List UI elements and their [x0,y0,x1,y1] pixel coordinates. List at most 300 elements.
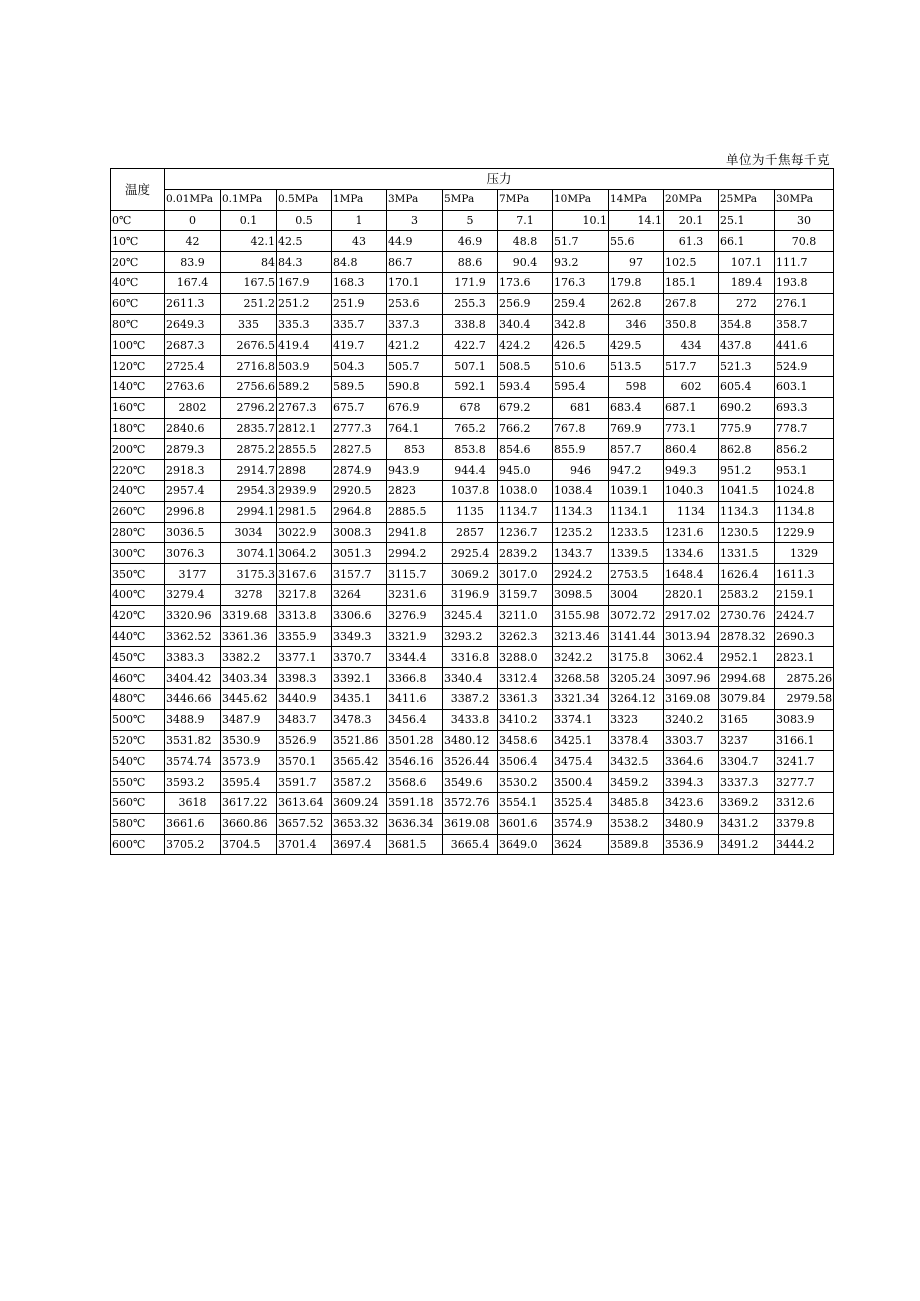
enthalpy-cell: 605.4 [719,376,775,397]
pressure-header-cell: 20MPa [664,189,719,210]
enthalpy-cell: 335 [221,314,277,335]
enthalpy-cell: 2802 [165,397,221,418]
temperature-cell: 220℃ [111,460,165,481]
temperature-cell: 560℃ [111,792,165,813]
temperature-cell: 540℃ [111,751,165,772]
enthalpy-cell: 3410.2 [498,709,553,730]
enthalpy-cell: 167.4 [165,272,221,293]
enthalpy-cell: 167.5 [221,272,277,293]
enthalpy-cell: 3115.7 [387,564,443,585]
enthalpy-cell: 3361.36 [221,626,277,647]
enthalpy-cell: 3036.5 [165,522,221,543]
table-row [111,480,834,501]
table-row [111,314,834,335]
enthalpy-cell: 1038.0 [498,480,553,501]
temperature-cell: 160℃ [111,397,165,418]
enthalpy-cell: 46.9 [443,231,498,252]
enthalpy-cell: 690.2 [719,397,775,418]
temperature-cell: 300℃ [111,543,165,564]
enthalpy-cell: 3573.9 [221,751,277,772]
enthalpy-cell: 2827.5 [332,439,387,460]
enthalpy-cell: 70.8 [775,231,834,252]
enthalpy-cell: 2994.2 [387,543,443,564]
table-row [111,418,834,439]
enthalpy-cell: 251.2 [221,293,277,314]
enthalpy-cell: 3565.42 [332,751,387,772]
enthalpy-cell: 3636.34 [387,813,443,834]
enthalpy-cell: 255.3 [443,293,498,314]
enthalpy-cell: 681 [553,397,609,418]
enthalpy-cell: 1134.8 [775,501,834,522]
enthalpy-cell: 2424.7 [775,605,834,626]
enthalpy-cell: 1236.7 [498,522,553,543]
enthalpy-cell: 1134.1 [609,501,664,522]
enthalpy-cell: 3169.08 [664,688,719,709]
enthalpy-cell: 3411.6 [387,688,443,709]
enthalpy-cell: 2914.7 [221,460,277,481]
enthalpy-cell: 424.2 [498,335,553,356]
temperature-cell: 200℃ [111,439,165,460]
temperature-cell: 60℃ [111,293,165,314]
enthalpy-cell: 3175.8 [609,647,664,668]
enthalpy-cell: 949.3 [664,460,719,481]
enthalpy-cell: 10.1 [553,210,609,231]
enthalpy-cell: 3349.3 [332,626,387,647]
enthalpy-cell: 953.1 [775,460,834,481]
enthalpy-cell: 3403.34 [221,668,277,689]
enthalpy-cell: 2583.2 [719,584,775,605]
enthalpy-cell: 2875.2 [221,439,277,460]
table-row [111,647,834,668]
temperature-cell: 600℃ [111,834,165,855]
enthalpy-cell: 3277.7 [775,772,834,793]
enthalpy-cell: 3617.22 [221,792,277,813]
enthalpy-cell: 14.1 [609,210,664,231]
enthalpy-cell: 3705.2 [165,834,221,855]
temperature-cell: 520℃ [111,730,165,751]
table-row [111,772,834,793]
enthalpy-cell: 338.8 [443,314,498,335]
enthalpy-cell: 593.4 [498,376,553,397]
temperature-cell: 440℃ [111,626,165,647]
enthalpy-cell: 3320.96 [165,605,221,626]
table-row [111,252,834,273]
enthalpy-cell: 3205.24 [609,668,664,689]
enthalpy-cell: 1037.8 [443,480,498,501]
table-row [111,834,834,855]
enthalpy-cell: 2767.3 [277,397,332,418]
temperature-cell: 550℃ [111,772,165,793]
enthalpy-cell: 1233.5 [609,522,664,543]
enthalpy-cell: 2857 [443,522,498,543]
enthalpy-cell: 350.8 [664,314,719,335]
enthalpy-cell: 3278 [221,584,277,605]
enthalpy-cell: 2730.76 [719,605,775,626]
enthalpy-cell: 595.4 [553,376,609,397]
enthalpy-cell: 3491.2 [719,834,775,855]
enthalpy-cell: 55.6 [609,231,664,252]
enthalpy-cell: 589.5 [332,376,387,397]
enthalpy-cell: 590.8 [387,376,443,397]
enthalpy-cell: 88.6 [443,252,498,273]
enthalpy-cell: 170.1 [387,272,443,293]
enthalpy-cell: 3293.2 [443,626,498,647]
enthalpy-cell: 340.4 [498,314,553,335]
enthalpy-cell: 3501.28 [387,730,443,751]
enthalpy-cell: 2763.6 [165,376,221,397]
table-row [111,501,834,522]
enthalpy-cell: 66.1 [719,231,775,252]
enthalpy-cell: 687.1 [664,397,719,418]
enthalpy-cell: 765.2 [443,418,498,439]
enthalpy-cell: 167.9 [277,272,332,293]
table-row [111,272,834,293]
enthalpy-cell: 3370.7 [332,647,387,668]
enthalpy-cell: 437.8 [719,335,775,356]
enthalpy-cell: 107.1 [719,252,775,273]
enthalpy-cell: 854.6 [498,439,553,460]
enthalpy-cell: 0.5 [277,210,332,231]
enthalpy-cell: 3240.2 [664,709,719,730]
enthalpy-cell: 3593.2 [165,772,221,793]
enthalpy-cell: 3506.4 [498,751,553,772]
enthalpy-cell: 508.5 [498,356,553,377]
enthalpy-cell: 3574.74 [165,751,221,772]
enthalpy-cell: 2840.6 [165,418,221,439]
enthalpy-table [110,168,834,855]
table-row [111,293,834,314]
enthalpy-cell: 3480.9 [664,813,719,834]
enthalpy-cell: 3175.3 [221,564,277,585]
enthalpy-cell: 3589.8 [609,834,664,855]
enthalpy-cell: 3661.6 [165,813,221,834]
enthalpy-cell: 422.7 [443,335,498,356]
enthalpy-cell: 2753.5 [609,564,664,585]
enthalpy-cell: 3394.3 [664,772,719,793]
pressure-group-header: 压力 [165,169,834,190]
enthalpy-cell: 2796.2 [221,397,277,418]
enthalpy-cell: 337.3 [387,314,443,335]
enthalpy-cell: 3423.6 [664,792,719,813]
enthalpy-cell: 3079.84 [719,688,775,709]
enthalpy-cell: 441.6 [775,335,834,356]
enthalpy-cell: 3062.4 [664,647,719,668]
enthalpy-cell: 683.4 [609,397,664,418]
enthalpy-cell: 2777.3 [332,418,387,439]
enthalpy-cell: 1235.2 [553,522,609,543]
enthalpy-cell: 3521.86 [332,730,387,751]
enthalpy-cell: 259.4 [553,293,609,314]
pressure-header-cell: 25MPa [719,189,775,210]
enthalpy-cell: 3196.9 [443,584,498,605]
enthalpy-cell: 3004 [609,584,664,605]
temperature-cell: 280℃ [111,522,165,543]
enthalpy-cell: 2994.1 [221,501,277,522]
enthalpy-cell: 421.2 [387,335,443,356]
enthalpy-cell: 3217.8 [277,584,332,605]
enthalpy-cell: 3377.1 [277,647,332,668]
enthalpy-cell: 3574.9 [553,813,609,834]
enthalpy-cell: 3701.4 [277,834,332,855]
enthalpy-cell: 51.7 [553,231,609,252]
table-row [111,584,834,605]
table-row [111,335,834,356]
enthalpy-cell: 3098.5 [553,584,609,605]
enthalpy-cell: 592.1 [443,376,498,397]
enthalpy-cell: 102.5 [664,252,719,273]
enthalpy-cell: 44.9 [387,231,443,252]
enthalpy-cell: 510.6 [553,356,609,377]
table-row [111,605,834,626]
enthalpy-cell: 1611.3 [775,564,834,585]
temperature-cell: 450℃ [111,647,165,668]
enthalpy-cell: 2725.4 [165,356,221,377]
enthalpy-cell: 2925.4 [443,543,498,564]
enthalpy-cell: 3072.72 [609,605,664,626]
table-row [111,397,834,418]
enthalpy-cell: 3704.5 [221,834,277,855]
table-row [111,564,834,585]
temperature-cell: 420℃ [111,605,165,626]
enthalpy-cell: 2716.8 [221,356,277,377]
enthalpy-cell: 3312.6 [775,792,834,813]
enthalpy-cell: 3034 [221,522,277,543]
unit-note: 单位为千焦每千克 [725,152,830,167]
table-row [111,522,834,543]
enthalpy-cell: 1339.5 [609,543,664,564]
enthalpy-cell: 3245.4 [443,605,498,626]
enthalpy-cell: 3313.8 [277,605,332,626]
enthalpy-cell: 853 [387,439,443,460]
enthalpy-cell: 42 [165,231,221,252]
enthalpy-cell: 3069.2 [443,564,498,585]
enthalpy-cell: 3303.7 [664,730,719,751]
enthalpy-cell: 3241.7 [775,751,834,772]
enthalpy-cell: 2957.4 [165,480,221,501]
enthalpy-cell: 185.1 [664,272,719,293]
enthalpy-cell: 504.3 [332,356,387,377]
enthalpy-cell: 1334.6 [664,543,719,564]
enthalpy-cell: 25.1 [719,210,775,231]
enthalpy-cell: 3355.9 [277,626,332,647]
enthalpy-cell: 84 [221,252,277,273]
enthalpy-cell: 3364.6 [664,751,719,772]
enthalpy-cell: 2835.7 [221,418,277,439]
temperature-cell: 80℃ [111,314,165,335]
enthalpy-cell: 602 [664,376,719,397]
enthalpy-cell: 3570.1 [277,751,332,772]
enthalpy-cell: 1024.8 [775,480,834,501]
enthalpy-cell: 679.2 [498,397,553,418]
enthalpy-cell: 193.8 [775,272,834,293]
enthalpy-cell: 3568.6 [387,772,443,793]
enthalpy-cell: 1134 [664,501,719,522]
table-row [111,376,834,397]
enthalpy-cell: 2979.58 [775,688,834,709]
enthalpy-cell: 3475.4 [553,751,609,772]
enthalpy-cell: 3366.8 [387,668,443,689]
enthalpy-cell: 2690.3 [775,626,834,647]
enthalpy-cell: 3213.46 [553,626,609,647]
enthalpy-cell: 3141.44 [609,626,664,647]
enthalpy-cell: 173.6 [498,272,553,293]
enthalpy-cell: 93.2 [553,252,609,273]
enthalpy-cell: 2954.3 [221,480,277,501]
enthalpy-cell: 3433.8 [443,709,498,730]
enthalpy-cell: 354.8 [719,314,775,335]
enthalpy-cell: 3321.9 [387,626,443,647]
enthalpy-cell: 3306.6 [332,605,387,626]
enthalpy-cell: 0.1 [221,210,277,231]
enthalpy-cell: 3444.2 [775,834,834,855]
table-row [111,668,834,689]
enthalpy-cell: 3177 [165,564,221,585]
enthalpy-cell: 1626.4 [719,564,775,585]
temperature-header: 温度 [111,169,165,211]
enthalpy-cell: 3618 [165,792,221,813]
enthalpy-cell: 3665.4 [443,834,498,855]
enthalpy-cell: 3312.4 [498,668,553,689]
temperature-cell: 40℃ [111,272,165,293]
table-row [111,439,834,460]
enthalpy-cell: 2939.9 [277,480,332,501]
enthalpy-cell: 3262.3 [498,626,553,647]
enthalpy-cell: 1134.3 [719,501,775,522]
enthalpy-cell: 111.7 [775,252,834,273]
enthalpy-cell: 766.2 [498,418,553,439]
enthalpy-cell: 86.7 [387,252,443,273]
enthalpy-cell: 3361.3 [498,688,553,709]
enthalpy-cell: 3478.3 [332,709,387,730]
enthalpy-cell: 2898 [277,460,332,481]
enthalpy-cell: 3013.94 [664,626,719,647]
enthalpy-cell: 3459.2 [609,772,664,793]
enthalpy-cell: 2924.2 [553,564,609,585]
pressure-header-cell: 30MPa [775,189,834,210]
enthalpy-cell: 3304.7 [719,751,775,772]
enthalpy-cell: 857.7 [609,439,664,460]
enthalpy-cell: 855.9 [553,439,609,460]
enthalpy-cell: 769.9 [609,418,664,439]
enthalpy-cell: 3446.66 [165,688,221,709]
enthalpy-cell: 2994.68 [719,668,775,689]
enthalpy-cell: 3546.16 [387,751,443,772]
enthalpy-cell: 3382.2 [221,647,277,668]
enthalpy-cell: 3431.2 [719,813,775,834]
enthalpy-cell: 2823.1 [775,647,834,668]
table-row [111,231,834,252]
enthalpy-cell: 3483.7 [277,709,332,730]
enthalpy-cell: 3525.4 [553,792,609,813]
temperature-cell: 460℃ [111,668,165,689]
enthalpy-cell: 2878.32 [719,626,775,647]
enthalpy-cell: 3587.2 [332,772,387,793]
enthalpy-cell: 2941.8 [387,522,443,543]
enthalpy-cell: 342.8 [553,314,609,335]
enthalpy-cell: 503.9 [277,356,332,377]
enthalpy-cell: 176.3 [553,272,609,293]
enthalpy-cell: 3681.5 [387,834,443,855]
enthalpy-cell: 767.8 [553,418,609,439]
enthalpy-cell: 3022.9 [277,522,332,543]
enthalpy-cell: 1329 [775,543,834,564]
enthalpy-cell: 3017.0 [498,564,553,585]
enthalpy-cell: 267.8 [664,293,719,314]
enthalpy-cell: 678 [443,397,498,418]
enthalpy-cell: 5 [443,210,498,231]
enthalpy-cell: 3619.08 [443,813,498,834]
enthalpy-cell: 2917.02 [664,605,719,626]
enthalpy-cell: 1230.5 [719,522,775,543]
enthalpy-cell: 48.8 [498,231,553,252]
enthalpy-cell: 675.7 [332,397,387,418]
enthalpy-cell: 603.1 [775,376,834,397]
enthalpy-cell: 179.8 [609,272,664,293]
enthalpy-cell: 3485.8 [609,792,664,813]
enthalpy-cell: 3404.42 [165,668,221,689]
enthalpy-cell: 860.4 [664,439,719,460]
enthalpy-cell: 2756.6 [221,376,277,397]
enthalpy-cell: 3211.0 [498,605,553,626]
enthalpy-cell: 3268.58 [553,668,609,689]
enthalpy-cell: 1041.5 [719,480,775,501]
enthalpy-cell: 251.2 [277,293,332,314]
enthalpy-cell: 3488.9 [165,709,221,730]
enthalpy-cell: 3387.2 [443,688,498,709]
enthalpy-cell: 3157.7 [332,564,387,585]
enthalpy-cell: 3398.3 [277,668,332,689]
enthalpy-cell: 944.4 [443,460,498,481]
enthalpy-cell: 862.8 [719,439,775,460]
enthalpy-cell: 419.4 [277,335,332,356]
enthalpy-cell: 3392.1 [332,668,387,689]
enthalpy-cell: 3425.1 [553,730,609,751]
enthalpy-cell: 90.4 [498,252,553,273]
enthalpy-cell: 253.6 [387,293,443,314]
enthalpy-cell: 3653.32 [332,813,387,834]
enthalpy-cell: 2918.3 [165,460,221,481]
enthalpy-cell: 84.8 [332,252,387,273]
enthalpy-cell: 1 [332,210,387,231]
enthalpy-cell: 2611.3 [165,293,221,314]
enthalpy-cell: 3288.0 [498,647,553,668]
enthalpy-cell: 84.3 [277,252,332,273]
enthalpy-cell: 773.1 [664,418,719,439]
pressure-header-cell: 0.5MPa [277,189,332,210]
enthalpy-cell: 2875.26 [775,668,834,689]
temperature-cell: 500℃ [111,709,165,730]
pressure-header-cell: 1MPa [332,189,387,210]
table-row [111,792,834,813]
enthalpy-cell: 3531.82 [165,730,221,751]
enthalpy-cell: 3362.52 [165,626,221,647]
enthalpy-cell: 262.8 [609,293,664,314]
temperature-cell: 260℃ [111,501,165,522]
enthalpy-cell: 945.0 [498,460,553,481]
enthalpy-cell: 1134.3 [553,501,609,522]
pressure-header-cell: 3MPa [387,189,443,210]
enthalpy-cell: 2981.5 [277,501,332,522]
enthalpy-cell: 3083.9 [775,709,834,730]
enthalpy-cell: 2820.1 [664,584,719,605]
enthalpy-cell: 1134.7 [498,501,553,522]
enthalpy-cell: 3572.76 [443,792,498,813]
enthalpy-cell: 3613.64 [277,792,332,813]
enthalpy-cell: 524.9 [775,356,834,377]
temperature-cell: 400℃ [111,584,165,605]
enthalpy-cell: 3435.1 [332,688,387,709]
enthalpy-cell: 2839.2 [498,543,553,564]
